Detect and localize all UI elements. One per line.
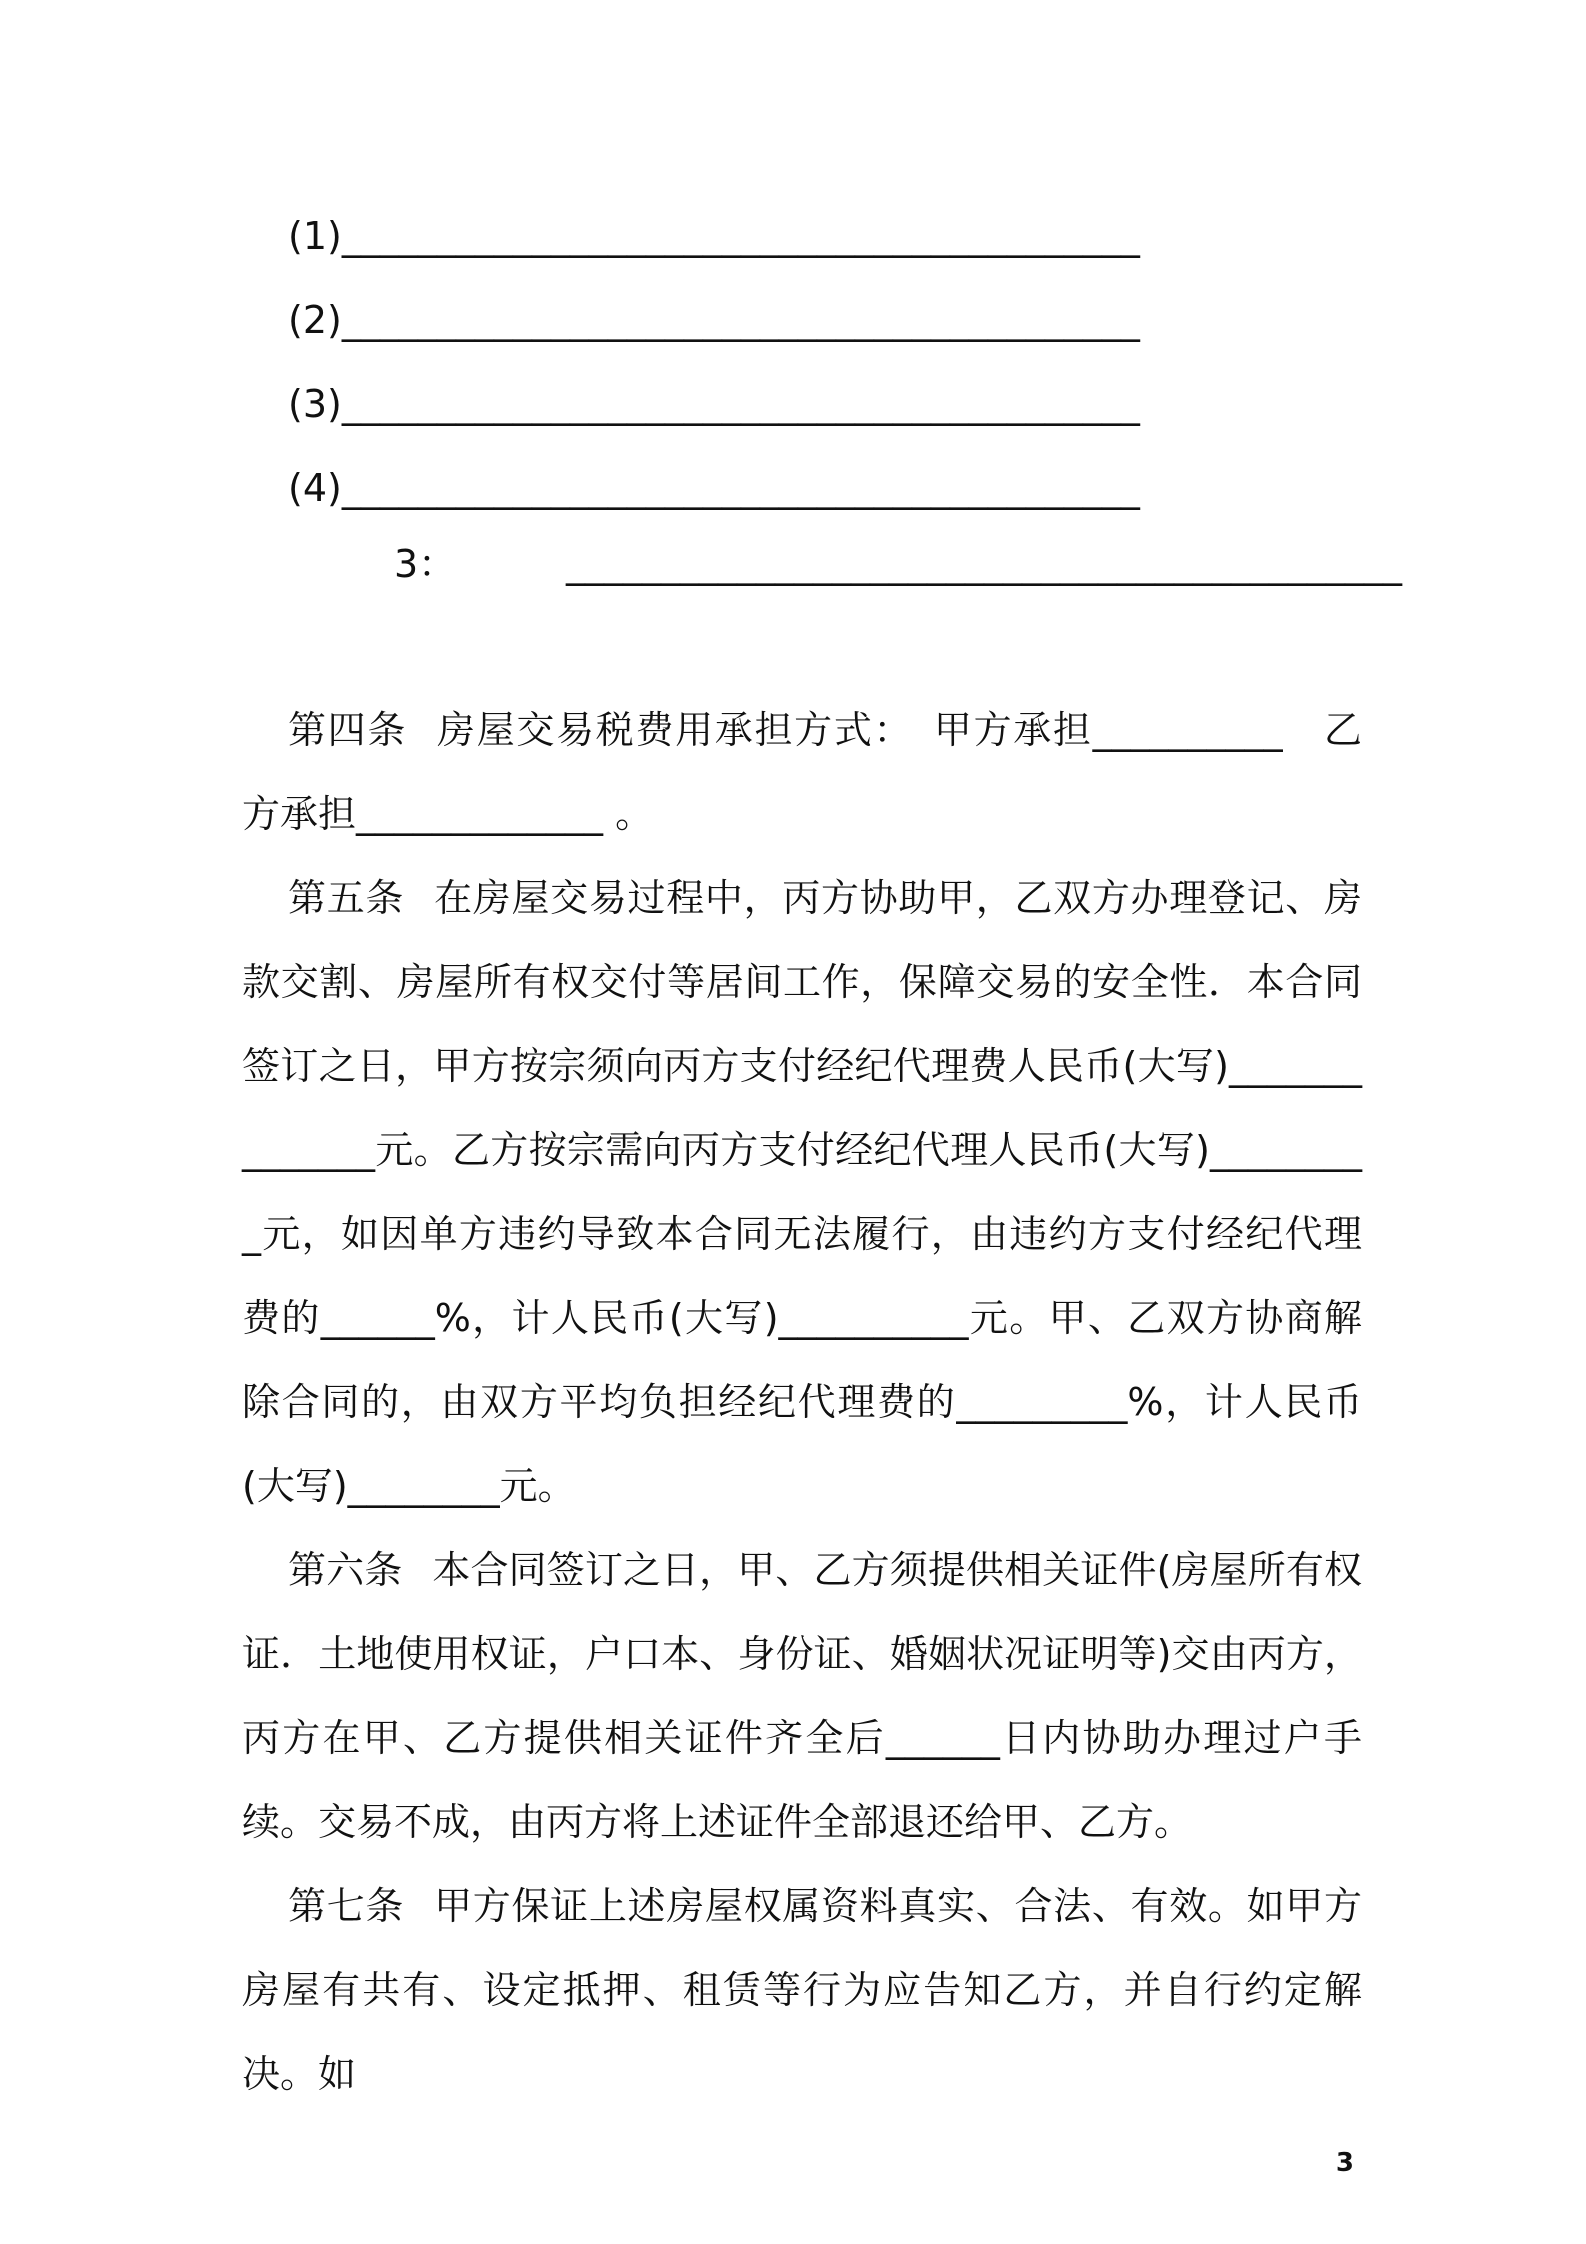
article-4 bbox=[242, 688, 1362, 856]
page-number: 3 bbox=[1335, 2148, 1354, 2178]
list-item-1: (1)__________________________________________ bbox=[288, 214, 1140, 258]
item-3-label: 3： bbox=[394, 542, 457, 586]
article-5-number: 第五条 bbox=[288, 876, 405, 920]
article-6-text: 本合同签订之日，甲、乙方须提供相关证件(房屋所有权证．土地使用权证，户口本、身份证、婚姻状况证明等)交由丙方，丙方在甲、乙方提供相关证件齐全后______日内协助办理过户手续。交易不成，由丙方将上述证件全部退还给甲、乙方。 bbox=[242, 1548, 1362, 1844]
list-item-3: (3)__________________________________________ bbox=[288, 382, 1140, 426]
article-7-text: 甲方保证上述房屋权属资料真实、合法、有效。如甲方房屋有共有、设定抵押、租赁等行为应告知乙方，并自行约定解决。如 bbox=[242, 1884, 1362, 2096]
list-item-4: (4)__________________________________________ bbox=[288, 466, 1140, 510]
article-4-text: 房屋交易税费用承担方式： 甲方承担__________ 乙方承担_____________ 。 bbox=[242, 708, 1362, 836]
article-4-number: 第四条 bbox=[288, 708, 408, 752]
article-6-number: 第六条 bbox=[288, 1548, 403, 1592]
article-5-text: 在房屋交易过程中，丙方协助甲，乙双方办理登记、房款交割、房屋所有权交付等居间工作，保障交易的安全性．本合同签订之日，甲方按宗须向丙方支付经纪代理费人民币(大写)______________元。乙方按宗需向丙方支付经纪代理人民币(大写)_________元，如因单方违约导致本合同无法履行，由违约方支付经纪代理费的______%，计人民币(大写)__________元。甲、乙双方协商解除合同的，由双方平均负担经纪代理费的_________%，计人民币(大写)________元。 bbox=[242, 876, 1362, 1508]
article-6 bbox=[242, 1528, 1362, 1864]
article-7 bbox=[242, 1864, 1362, 2096]
article-5 bbox=[242, 856, 1362, 1528]
article-7-number: 第七条 bbox=[288, 1884, 405, 1928]
list-item-2: (2)__________________________________________ bbox=[288, 298, 1140, 342]
item-3-blank: ____________________________________________ bbox=[566, 542, 1402, 586]
